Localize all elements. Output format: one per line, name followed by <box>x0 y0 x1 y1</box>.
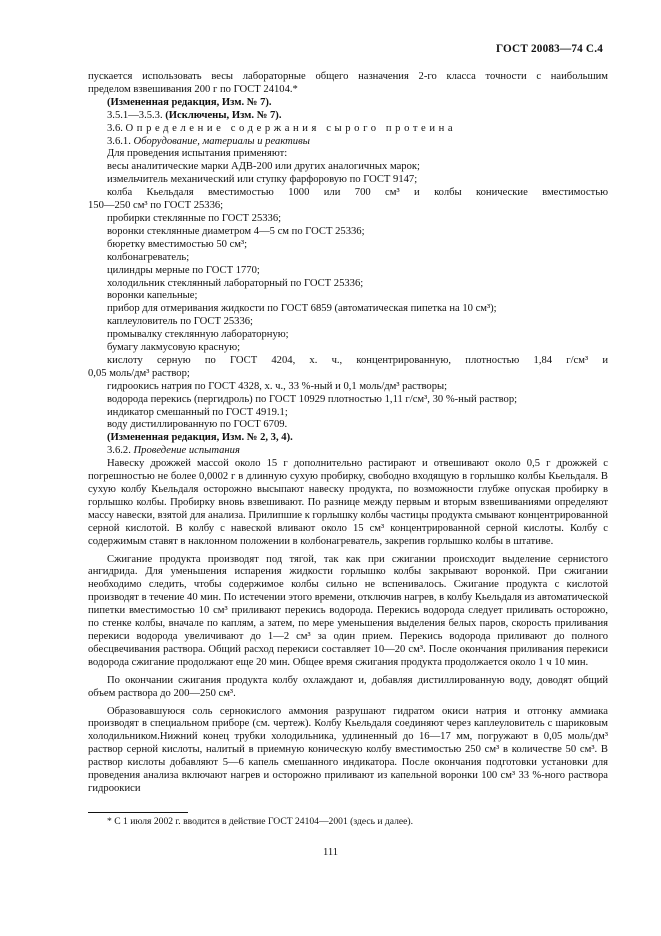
procedure-number: 3.6.2. <box>107 445 131 457</box>
section-heading <box>88 123 608 136</box>
equipment-item: водорода перекись (пергидроль) по ГОСТ 10929 плотностью 1,11 г/см³, 30 %-ный раствор; <box>107 393 518 405</box>
equipment-item: бумагу лакмусовую красную; <box>107 342 241 354</box>
equipment-item: воду дистиллированную по ГОСТ 6709. <box>107 419 288 431</box>
procedure-paragraph: Навеску дрожжей массой около 15 г дополнительно растирают и отвешивают около 0,5 г дрожжей с погрешностью не более 0,0002 г в длинную сухую пробирку, свободно входящую в горлышко колбы Кьельдаля. В сухую колбу Кьельдаля осторожно высыпают навеску продукта, по возможности глубже опуская пробирку в горлышко колбы. Пробирку вновь взвешивают. По разнице между первым и вторым взвешиваниями определяют массу навески, взятой для анализа. Прилипшие к горлышку колбы частицы продукта смывают концентрированной серной кислотой. В колбу с навеской вливают около 15 см³ концентрированной серной кислоты. Колбу с содержимым ставят в наклонном положении в колбонагреватель, закрепив горлышко колбы в штативе. <box>88 458 608 547</box>
equipment-item: бюретку вместимостью 50 см³; <box>107 238 248 250</box>
equipment-item: измельчитель механический или ступку фарфоровую по ГОСТ 9147; <box>107 174 418 186</box>
clause-number: 3.5.1—3.5.3. <box>107 109 163 121</box>
section-title: Определение содержания сырого протеина <box>125 122 457 134</box>
equipment-item: прибор для отмеривания жидкости по ГОСТ 6859 (автоматическая пипетка на 10 см³); <box>107 303 497 315</box>
subsection-number: 3.6.1. <box>107 135 131 147</box>
equipment-item: воронки стеклянные диаметром 4—5 см по ГОСТ 25336; <box>107 225 365 237</box>
procedure-paragraph: По окончании сжигания продукта колбу охлаждают и, добавляя дистиллированную воду, доводят общий объем раствора до 200—250 см³. <box>88 674 608 699</box>
equipment-item: кислоту серную по ГОСТ 4204, х. ч., концентрированную, плотностью 1,84 г/см³ и <box>107 354 608 366</box>
edit-note: (Измененная редакция, Изм. № 7). <box>107 96 272 108</box>
excluded-note: (Исключены, Изм. № 7). <box>165 109 282 121</box>
procedure-paragraph: Сжигание продукта производят под тягой, так как при сжигании происходит выделение сернистого ангидрида. Для уменьшения испарения жидкости горлышко колбы закрывают воронкой. При сжигании необходимо следить, чтобы содержимое колбы сильно не вспенивалось. Сжигание продукта с кислотой производят в течение 40 мин. По истечении этого времени, отключив нагрев, в колбу Кьельдаля из автоматической пипетки вместимостью 10 см³ приливают перекись водорода. Перекись водорода следует приливать осторожно, по стенке колбы, вначале по каплям, а затем, по мере уменьшения выделения белых паров, скорость приливания перекиси водорода увеличивают до 1—2 см³ за один прием. Перекись водорода приливают до полного обесцвечивания раствора. Общий расход перекиси составляет 10—20 см³. После окончания приливания перекиси водорода сжигание продолжают еще 20 мин. Общее время сжигания продукта продолжается около 1 ч 10 мин. <box>88 553 608 668</box>
equipment-item: холодильник стеклянный лабораторный по ГОСТ 25336; <box>107 277 364 289</box>
equipment-item: гидроокись натрия по ГОСТ 4328, х. ч., 33 %-ный и 0,1 моль/дм³ растворы; <box>107 380 448 392</box>
footnote: * С 1 июля 2002 г. вводится в действие ГОСТ 24104—2001 (здесь и далее). <box>107 816 414 827</box>
equipment-item: 150—250 см³ по ГОСТ 25336; <box>88 200 224 212</box>
equipment-item: воронки капельные; <box>107 290 198 302</box>
equipment-item: пробирки стеклянные по ГОСТ 25336; <box>107 212 282 224</box>
procedure-title: Проведение испытания <box>133 445 240 457</box>
equipment-item: 0,05 моль/дм³ раствор; <box>88 367 190 379</box>
footnote-divider <box>88 812 188 813</box>
subsection-heading <box>88 136 608 149</box>
equipment-item: индикатор смешанный по ГОСТ 4919.1; <box>107 406 288 418</box>
list-intro: Для проведения испытания применяют: <box>107 148 288 160</box>
equipment-item: весы аналитические марки АДВ-200 или других аналогичных марок; <box>107 161 420 173</box>
equipment-item: цилиндры мерные по ГОСТ 1770; <box>107 264 260 276</box>
excluded-clause <box>88 110 608 123</box>
section-number: 3.6. <box>107 122 123 134</box>
document-body <box>88 71 608 796</box>
equipment-item: колба Кьельдаля вместимостью 1000 или 700 см³ и колбы конические вместимостью <box>107 187 608 199</box>
procedure-heading <box>88 445 608 458</box>
intro-line: пределом взвешивания 200 г по ГОСТ 24104.* <box>88 83 298 95</box>
procedure-paragraph: Образовавшуюся соль сернокислого аммония разрушают гидратом окиси натрия и отгонку аммиака производят в специальном приборе (см. чертеж). Колбу Кьельдаля соединяют через каплеуловитель с шариковым холодильником.Нижний конец трубки холодильника, удлиненный до 16—17 мм, погружают в 0,05 моль/дм³ раствор серной кислоты, налитый в приемную коническую колбу вместимостью 250 см³ в количестве 50 см³. В раствор кислоты добавляют 5—6 капель смешанного индикатора. После окончания подготовки установки для проведения анализа включают нагрев и осторожно приливают из капельной воронки 100 см³ 33 %-ного раствора гидроокиси <box>88 705 608 794</box>
intro-line: пускается использовать весы лабораторные общего назначения 2-го класса точности с наибольшим <box>88 71 608 82</box>
page-number: 111 <box>322 847 339 858</box>
page-header: ГОСТ 20083—74 С.4 <box>495 43 603 55</box>
equipment-item: промывалку стеклянную лабораторную; <box>107 329 289 341</box>
equipment-item: колбонагреватель; <box>107 251 190 263</box>
edit-note: (Измененная редакция, Изм. № 2, 3, 4). <box>107 432 293 444</box>
equipment-item: каплеуловитель по ГОСТ 25336; <box>107 316 253 328</box>
subsection-title: Оборудование, материалы и реактивы <box>133 135 310 147</box>
